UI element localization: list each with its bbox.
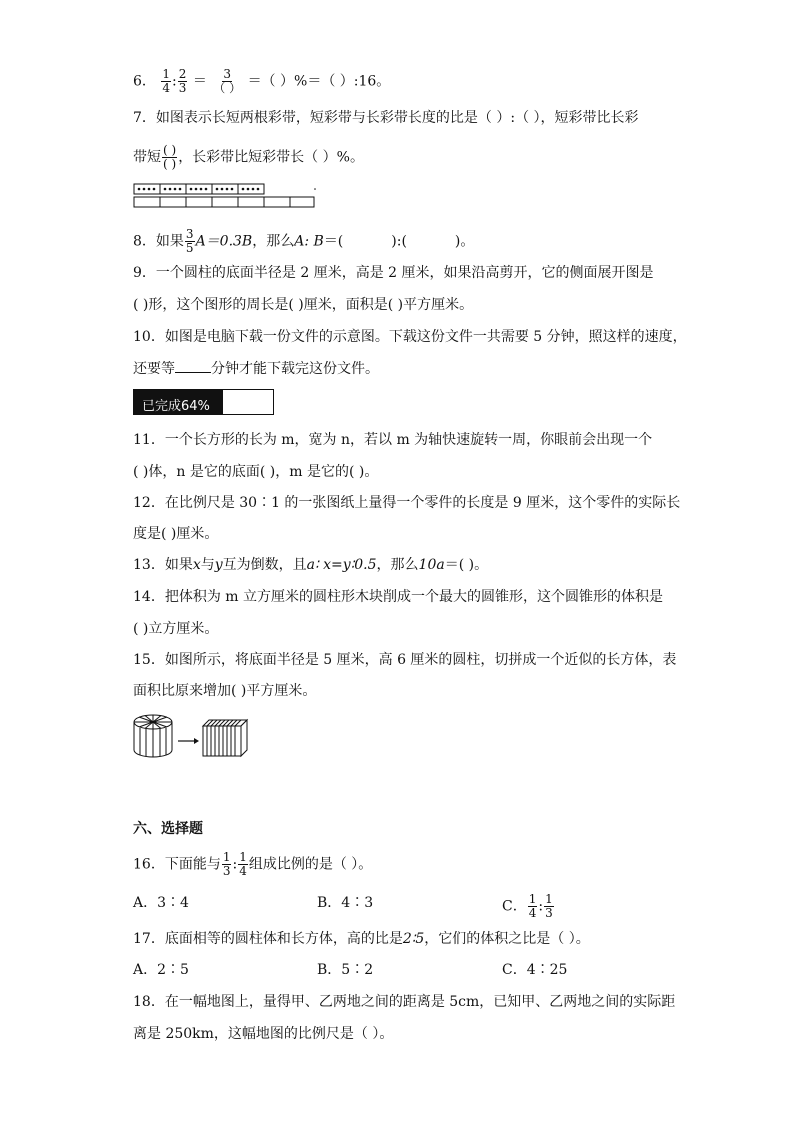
option-a[interactable]: A．3∶4 — [133, 895, 189, 911]
option-a[interactable]: A．2∶5 — [133, 962, 189, 978]
question-18-line2: 离是 250km，这幅地图的比例尺是（ ）。 — [133, 1026, 394, 1042]
option-b[interactable]: B．5∶2 — [317, 962, 374, 978]
progress-label: 已完成64% — [142, 399, 210, 414]
fraction: $\frac{1}{3}$ — [545, 892, 553, 920]
question-7-line1: 7．如图表示长短两根彩带，短彩带与长彩带长度的比是（ ）:（ ），短彩带比长彩 — [133, 110, 639, 126]
fraction: $\frac{1}{4}$ — [528, 892, 537, 920]
option-c[interactable]: C．4∶25 — [502, 962, 568, 978]
cuboid-shape — [203, 720, 247, 756]
question-12-line2: 度是( )厘米。 — [133, 526, 219, 542]
fraction: $\frac{3}{( )}$ — [213, 67, 242, 95]
question-8: 8．如果 $\frac{3}{5}$ A＝0.3B，那么A: B＝( ):( )。 — [133, 227, 475, 255]
question-14-line1: 14．把体积为 m 立方厘米的圆柱形木块削成一个最大的圆锥形，这个圆锥形的体积是 — [133, 589, 663, 605]
section-heading: 六、选择题 — [133, 821, 203, 837]
question-11-line2: ( )体，n 是它的底面( )，m 是它的( )。 — [133, 464, 379, 480]
question-9-line2: ( )形，这个图形的周长是( )厘米，面积是( )平方厘米。 — [133, 297, 474, 313]
fraction: $\frac{1}{3}$ — [222, 850, 231, 878]
question-12-line1: 12．在比例尺是 30∶1 的一张图纸上量得一个零件的长度是 9 厘米，这个零件的实际长 — [133, 495, 681, 511]
question-18-line1: 18．在一幅地图上，量得甲、乙两地之间的距离是 5cm，已知甲、乙两地之间的实际距 — [133, 994, 676, 1010]
fraction: $\frac{1}{4}$ — [162, 67, 171, 95]
question-14-line2: ( )立方厘米。 — [133, 621, 219, 637]
question-13: 13．如果x与y互为倒数，且a∶ x=y∶0.5，那么10a＝( )。 — [133, 557, 489, 573]
ribbon-figure — [133, 183, 323, 209]
cylinder-to-cuboid-figure — [131, 712, 251, 760]
question-9-line1: 9．一个圆柱的底面半径是 2 厘米，高是 2 厘米，如果沿高剪开，它的侧面展开图是 — [133, 265, 654, 281]
fraction: $\frac{( )}{( )}$ — [163, 143, 177, 171]
question-11-line1: 11．一个长方形的长为 m，宽为 n，若以 m 为轴快速旋转一周，你眼前会出现一个 — [133, 432, 653, 448]
question-15-line1: 15．如图所示，将底面半径是 5 厘米，高 6 厘米的圆柱，切拼成一个近似的长方体，表 — [133, 652, 677, 668]
question-6: 6． $\frac{1}{4}$ : $\frac{2}{3}$ ＝ $\frac{3}{( )}$ ＝（ ）%＝（ ）:16。 — [133, 67, 391, 95]
question-7-line2: 带短 $\frac{( )}{( )}$ ，长彩带比短彩带长（ ）%。 — [133, 143, 364, 171]
fraction: $\frac{3}{5}$ — [185, 227, 194, 255]
option-c[interactable]: C． $\frac{1}{4}$ : $\frac{1}{3}$ — [502, 892, 553, 920]
question-16: 16．下面能与 $\frac{1}{3}$ : $\frac{1}{4}$ 组成比例的是（ ）。 — [133, 850, 373, 878]
question-15-line2: 面积比原来增加( )平方厘米。 — [133, 683, 317, 699]
cylinder-shape — [134, 715, 172, 757]
fraction: $\frac{2}{3}$ — [178, 67, 187, 95]
question-10-line2: 还要等 分钟才能下载完这份文件。 — [133, 358, 379, 379]
question-17: 17．底面相等的圆柱体和长方体，高的比是2∶5，它们的体积之比是（ ）。 — [133, 931, 590, 947]
long-ribbon — [134, 197, 314, 207]
question-10-line1: 10．如图是电脑下载一份文件的示意图。下载这份文件一共需要 5 分钟，照这样的速度， — [133, 329, 687, 345]
option-b[interactable]: B．4∶3 — [317, 895, 374, 911]
short-ribbon — [134, 184, 264, 194]
download-progress-bar — [133, 389, 274, 415]
arrow-right-icon — [178, 738, 199, 744]
answer-blank — [175, 358, 211, 373]
fraction: $\frac{1}{4}$ — [239, 850, 247, 878]
